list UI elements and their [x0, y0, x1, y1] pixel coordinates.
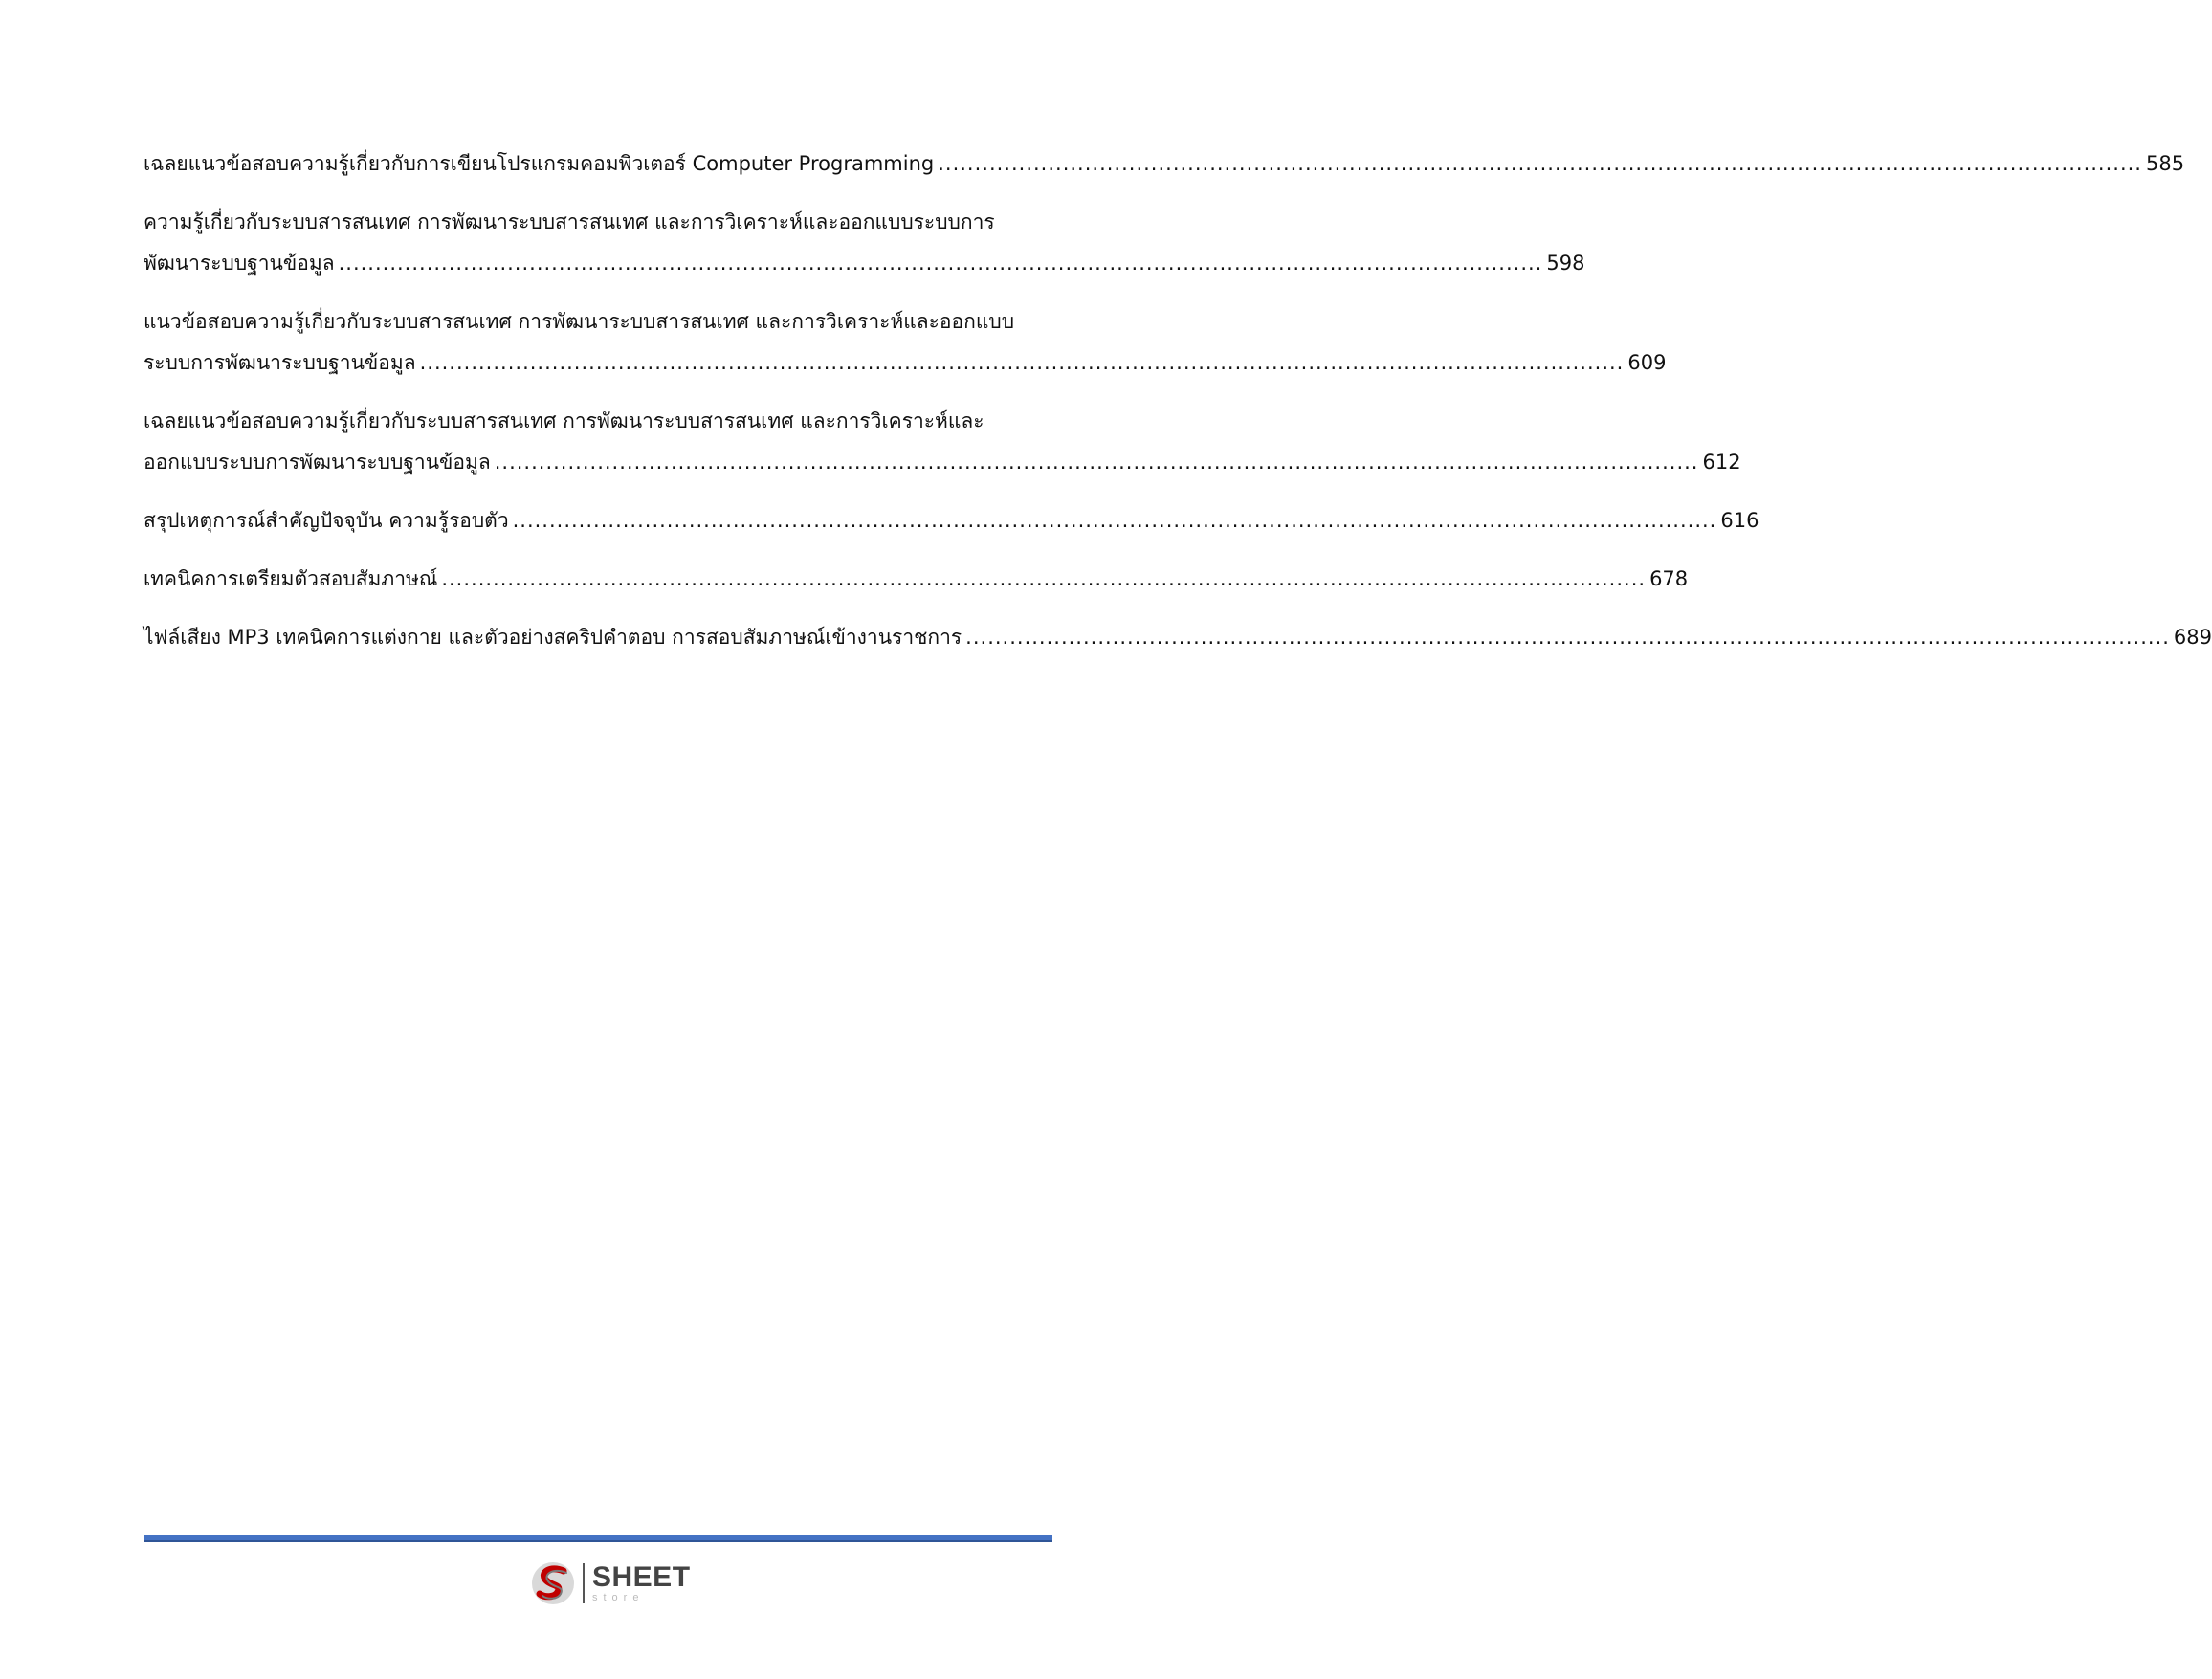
- footer-divider: [144, 1535, 1052, 1542]
- toc-line: [144, 617, 2212, 658]
- toc-line: [144, 202, 1038, 243]
- toc-entry[interactable]: [144, 500, 1759, 541]
- toc-entry-title: สรุปเหตุการณ์สำคัญปัจจุบัน ความรู้รอบตัว: [144, 509, 509, 532]
- toc-page-number: 598: [1546, 252, 1585, 275]
- toc-line: [144, 301, 1038, 342]
- toc-dot-leader: ....................................................................................................................................................................: [512, 509, 1717, 532]
- toc-page-number: 678: [1649, 567, 1689, 590]
- toc-line: [144, 144, 2185, 185]
- logo-separator: [583, 1563, 585, 1603]
- toc-line: [144, 500, 1759, 541]
- toc-dot-leader: ....................................................................................................................................................................: [938, 152, 2142, 175]
- toc-page-number: 609: [1627, 351, 1667, 374]
- toc-dot-leader: ....................................................................................................................................................................: [441, 567, 1647, 590]
- toc-entry-title: ความรู้เกี่ยวกับระบบสารสนเทศ การพัฒนาระบบสารสนเทศ และการวิเคราะห์และออกแบบระบบการ: [144, 210, 995, 233]
- toc-entry[interactable]: [144, 144, 2185, 185]
- logo-wordmark: [592, 1563, 691, 1603]
- toc-line: [144, 401, 1038, 442]
- toc-entry-title: ไฟล์เสียง MP3 เทคนิคการแต่งกาย และตัวอย่างสคริปคำตอบ การสอบสัมภาษณ์เข้างานราชการ: [144, 626, 962, 649]
- toc-entry-title-continued: พัฒนาระบบฐานข้อมูล: [144, 252, 335, 275]
- toc-page-number: 689: [2173, 626, 2212, 649]
- toc-dot-leader: ....................................................................................................................................................................: [338, 252, 1543, 275]
- toc-line: [144, 442, 1741, 483]
- toc-entry-title-continued: ออกแบบระบบการพัฒนาระบบฐานข้อมูล: [144, 451, 491, 474]
- toc-page-number: 616: [1720, 509, 1759, 532]
- toc-entry[interactable]: [144, 202, 1585, 284]
- toc-line: [144, 342, 1667, 384]
- toc-page-number: 585: [2145, 152, 2185, 175]
- toc-entry[interactable]: [144, 301, 1667, 384]
- sheet-store-logo-icon: [529, 1559, 577, 1607]
- logo-wordmark-main: SHEET: [592, 1561, 691, 1593]
- toc-dot-leader: ....................................................................................................................................................................: [419, 351, 1625, 374]
- toc-dot-leader: ....................................................................................................................................................................: [965, 626, 2170, 649]
- toc-entry-title: เฉลยแนวข้อสอบความรู้เกี่ยวกับระบบสารสนเทศ การพัฒนาระบบสารสนเทศ และการวิเคราะห์และ: [144, 409, 984, 432]
- toc-line: [144, 559, 1689, 600]
- toc-entry-title: แนวข้อสอบความรู้เกี่ยวกับระบบสารสนเทศ การพัฒนาระบบสารสนเทศ และการวิเคราะห์และออกแบบ: [144, 310, 1015, 333]
- toc-entry-title-continued: ระบบการพัฒนาระบบฐานข้อมูล: [144, 351, 416, 374]
- toc-dot-leader: ....................................................................................................................................................................: [494, 451, 1699, 474]
- toc-page-number: 612: [1702, 451, 1741, 474]
- toc-entry-title: เทคนิคการเตรียมตัวสอบสัมภาษณ์: [144, 567, 438, 590]
- toc-entry[interactable]: [144, 401, 1741, 483]
- table-of-contents: [144, 144, 2212, 675]
- toc-line: [144, 243, 1585, 284]
- logo-wordmark-sub: store: [592, 1592, 645, 1603]
- toc-entry[interactable]: [144, 559, 1689, 600]
- sheet-store-logo: [529, 1557, 692, 1609]
- toc-entry[interactable]: [144, 617, 2212, 658]
- toc-entry-title: เฉลยแนวข้อสอบความรู้เกี่ยวกับการเขียนโปรแกรมคอมพิวเตอร์ Computer Programming: [144, 152, 935, 175]
